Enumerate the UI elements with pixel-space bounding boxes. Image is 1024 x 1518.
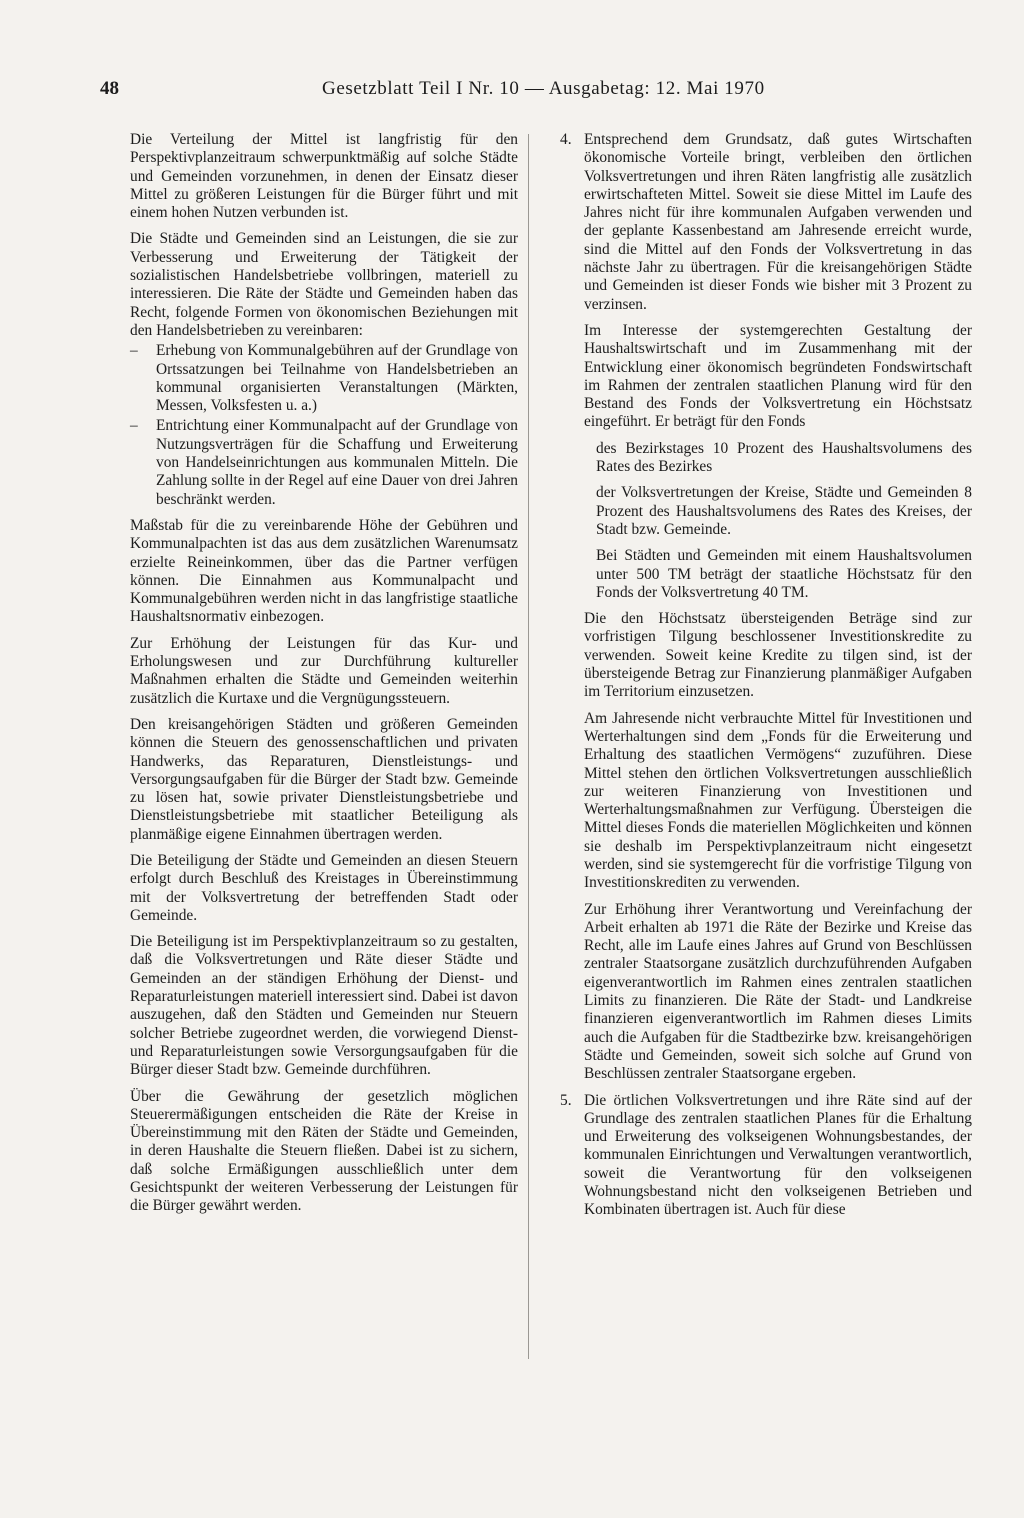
dash-item (130, 417, 518, 508)
paragraph: Im Interesse der systemgerechten Gestaltung der Haushaltswirtschaft und im Zusammenhang mit der Entwicklung einer ökonomisch begründeten Fondswirtschaft im Rahmen der zentralen staatlichen Planung wird für den Bestand des Fonds der Volksvertretung ein Höchstsatz eingeführt. Er beträgt für den Fonds (584, 321, 972, 431)
paragraph: Über die Gewährung der gesetzlich möglichen Steuerermäßigungen entscheiden die Räte der Kreise in Übereinstimmung mit den Räten der Städte und Gemeinden, in deren Haushalte die Steuern fließen. Dabei ist zu sichern, daß solche Ermäßigungen ausschließlich unter dem Gesichtspunkt der weiteren Verbesserung der Leistungen für die Bürger gewährt werden. (130, 1087, 518, 1215)
item-body (584, 1092, 972, 1220)
paragraph: Die den Höchstsatz übersteigenden Beträge sind zur vorfristigen Tilgung beschlossener Investitionskredite zu verwenden. Soweit keine Kredite zu tilgen sind, ist der übersteigende Betrag zur Finanzierung planmäßiger Aufgaben im Territorium einzusetzen. (584, 610, 972, 701)
paragraph: Die Städte und Gemeinden sind an Leistungen, die sie zur Verbesserung und Erweiterung der Tätigkeit der sozialistischen Handelsbetriebe vollbringen, materiell zu interessieren. Die Räte der Städte und Gemeinden haben das Recht, folgende Formen von ökonomischen Beziehungen mit den Handelsbetrieben zu vereinbaren: (130, 230, 518, 339)
running-head: Gesetzblatt Teil I Nr. 10 — Ausgabetag: 12. Mai 1970 (322, 78, 765, 99)
paragraph: Die Verteilung der Mittel ist langfristig für den Perspektivplanzeitraum schwerpunktmäßig auf solche Städte und Gemeinden vorzunehmen, in denen der Einsatz dieser Mittel zu größeren Leistungen für die Bürger führt und mit einem hohen Nutzen verbunden ist. (130, 131, 518, 222)
item-number: 4. (560, 131, 572, 148)
paragraph: Zur Erhöhung der Leistungen für das Kur- und Erholungswesen und zur Durchführung kultureller Maßnahmen erhalten die Städte und Gemeinden weiterhin zusätzlich die Kurtaxe und die Vergnügungssteuern. (130, 634, 518, 707)
paragraph: Entsprechend dem Grundsatz, daß gutes Wirtschaften ökonomische Vorteile bringt, verbleiben den örtlichen Volksvertretungen und ihren Räten langfristig alle zusätzlich erwirtschafteten Mittel. Soweit sie diese Mittel im Laufe des Jahres nicht für ihre kommunalen Aufgaben verwenden und der geplante Kassenbestand am Jahresende erreicht wurde, sind die Mittel auf den Fonds der Volksvertretung in das nächste Jahr zu übertragen. Für die kreisangehörigen Städte und Gemeinden ist dieser Fonds wie bisher mit 3 Prozent zu verzinsen. (584, 131, 972, 313)
paragraph: Den kreisangehörigen Städten und größeren Gemeinden können die Steuern des genossenschaftlichen und privaten Handwerks, das Reparaturen, Dienstleistungs- und Versorgungsaufgaben für die Bürger der Stadt bzw. Gemeinde zu lösen hat, sowie privater Dienstleistungsbetriebe und Dienstleistungsbetriebe mit staatlicher Beteiligung als planmäßige eigene Einnahmen übertragen werden. (130, 715, 518, 843)
rate-entry: des Bezirkstages 10 Prozent des Haushaltsvolumens des Rates des Bezirkes (596, 439, 972, 476)
item-number: 5. (560, 1091, 572, 1109)
right-column (560, 131, 972, 1228)
column-divider (528, 134, 529, 1359)
paragraph: Die örtlichen Volksvertretungen und ihre Räte sind auf der Grundlage des zentralen staatlichen Planes für die Erhaltung und Erweiterung des volkseigenen Wohnungsbestandes, der kommunalen Einrichtungen und Verwaltungen verantwortlich, soweit die Verantwortung für den volkseigenen Wohnungsbestand nicht den volkseigenen Betrieben und Kombinaten übertragen ist. Auch für diese (584, 1091, 972, 1219)
dash-item (130, 342, 518, 415)
paragraph: Am Jahresende nicht verbrauchte Mittel für Investitionen und Werterhaltungen sind dem „Fonds für die Erweiterung und Erhaltung des staatlichen Vermögens“ zuzuführen. Diese Mittel stehen den örtlichen Volksvertretungen ausschließlich zur weiteren Finanzierung von Investitionen und Werterhaltungsmaßnahmen zur Verfügung. Übersteigen die Mittel dieses Fonds die materiellen Möglichkeiten und können sie deshalb im Perspektivplanzeitraum nicht eingesetzt werden, sind sie systemgerecht für die vorfristige Tilgung von Investitionskrediten zu verwenden. (584, 709, 972, 892)
paragraph: Die Beteiligung der Städte und Gemeinden an diesen Steuern erfolgt durch Beschluß des Kreistages in Übereinstimmung mit der Volksvertretung der betreffenden Stadt oder Gemeinde. (130, 851, 518, 924)
page-header (100, 74, 880, 104)
rate-entry: der Volksvertretungen der Kreise, Städte und Gemeinden 8 Prozent des Haushaltsvolumens des Rates des Kreises, der Stadt bzw. Gemeinde. (596, 484, 972, 538)
left-column (130, 131, 518, 1224)
paragraph: Die Beteiligung ist im Perspektivplanzeitraum so zu gestalten, daß die Volksvertretungen und Räte dieser Städte und Gemeinden an der ständigen Erhöhung der Dienst- und Reparaturleistungen materiell interessiert sind. Dabei ist davon auszugehen, daß den Städten und Gemeinden nur Steuern solcher Betriebe zugeordnet werden, die vorwiegend Dienst- und Reparaturleistungen sowie Versorgungsaufgaben für die Bürger dieser Stadt bzw. Gemeinde durchführen. (130, 933, 518, 1079)
numbered-item-4 (560, 131, 972, 1084)
dash-item-text: Erhebung von Kommunalgebühren auf der Grundlage von Ortssatzungen bei Teilnahme von Handelsbetrieben an kommunal organisierten Veranstaltungen (Märkten, Messen, Volksfesten u. a.) (156, 342, 518, 415)
dash-item-text: Entrichtung einer Kommunalpacht auf der Grundlage von Nutzungsverträgen für die Schaffung und Erweiterung von Handelseinrichtungen aus kommunalen Mitteln. Die Zahlung sollte in der Regel auf eine Dauer von drei Jahren beschränkt werden. (156, 417, 518, 508)
paragraph: Zur Erhöhung ihrer Verantwortung und Vereinfachung der Arbeit erhalten ab 1971 die Räte der Bezirke und Kreise das Recht, alle im Laufe eines Jahres auf Grund von Beschlüssen zentraler Staatsorgane zusätzlich durchzuführenden Aufgaben eigenverantwortlich im Rahmen eines zentralen staatlichen Limits zu finanzieren. Die Räte der Stadt- und Landkreise finanzieren eigenverantwortlich im Rahmen dieses Limits auch die Aufgaben für die Stadtbezirke bzw. kreisangehörigen Städte und Gemeinden, soweit sich solche auf Grund von Beschlüssen zentraler Staatsorgane ergeben. (584, 900, 972, 1083)
page-number: 48 (100, 78, 119, 99)
item-body (584, 131, 972, 1084)
dash-marker: – (130, 342, 138, 360)
rate-entry: Bei Städten und Gemeinden mit einem Haushaltsvolumen unter 500 TM beträgt der staatliche Höchstsatz für den Fonds der Volksvertretung 40 TM. (596, 547, 972, 601)
paragraph: Maßstab für die zu vereinbarende Höhe der Gebühren und Kommunalpachten ist das aus dem zusätzlichen Warenumsatz erzielte Reineinkommen, über das die Partner verfügen können. Die Einnahmen aus Kommunalpacht und Kommunalgebühren werden nicht in das langfristige staatliche Haushaltsnormativ einbezogen. (130, 516, 518, 626)
rate-list (584, 440, 972, 602)
dash-marker: – (130, 417, 138, 435)
numbered-item-5 (560, 1092, 972, 1220)
